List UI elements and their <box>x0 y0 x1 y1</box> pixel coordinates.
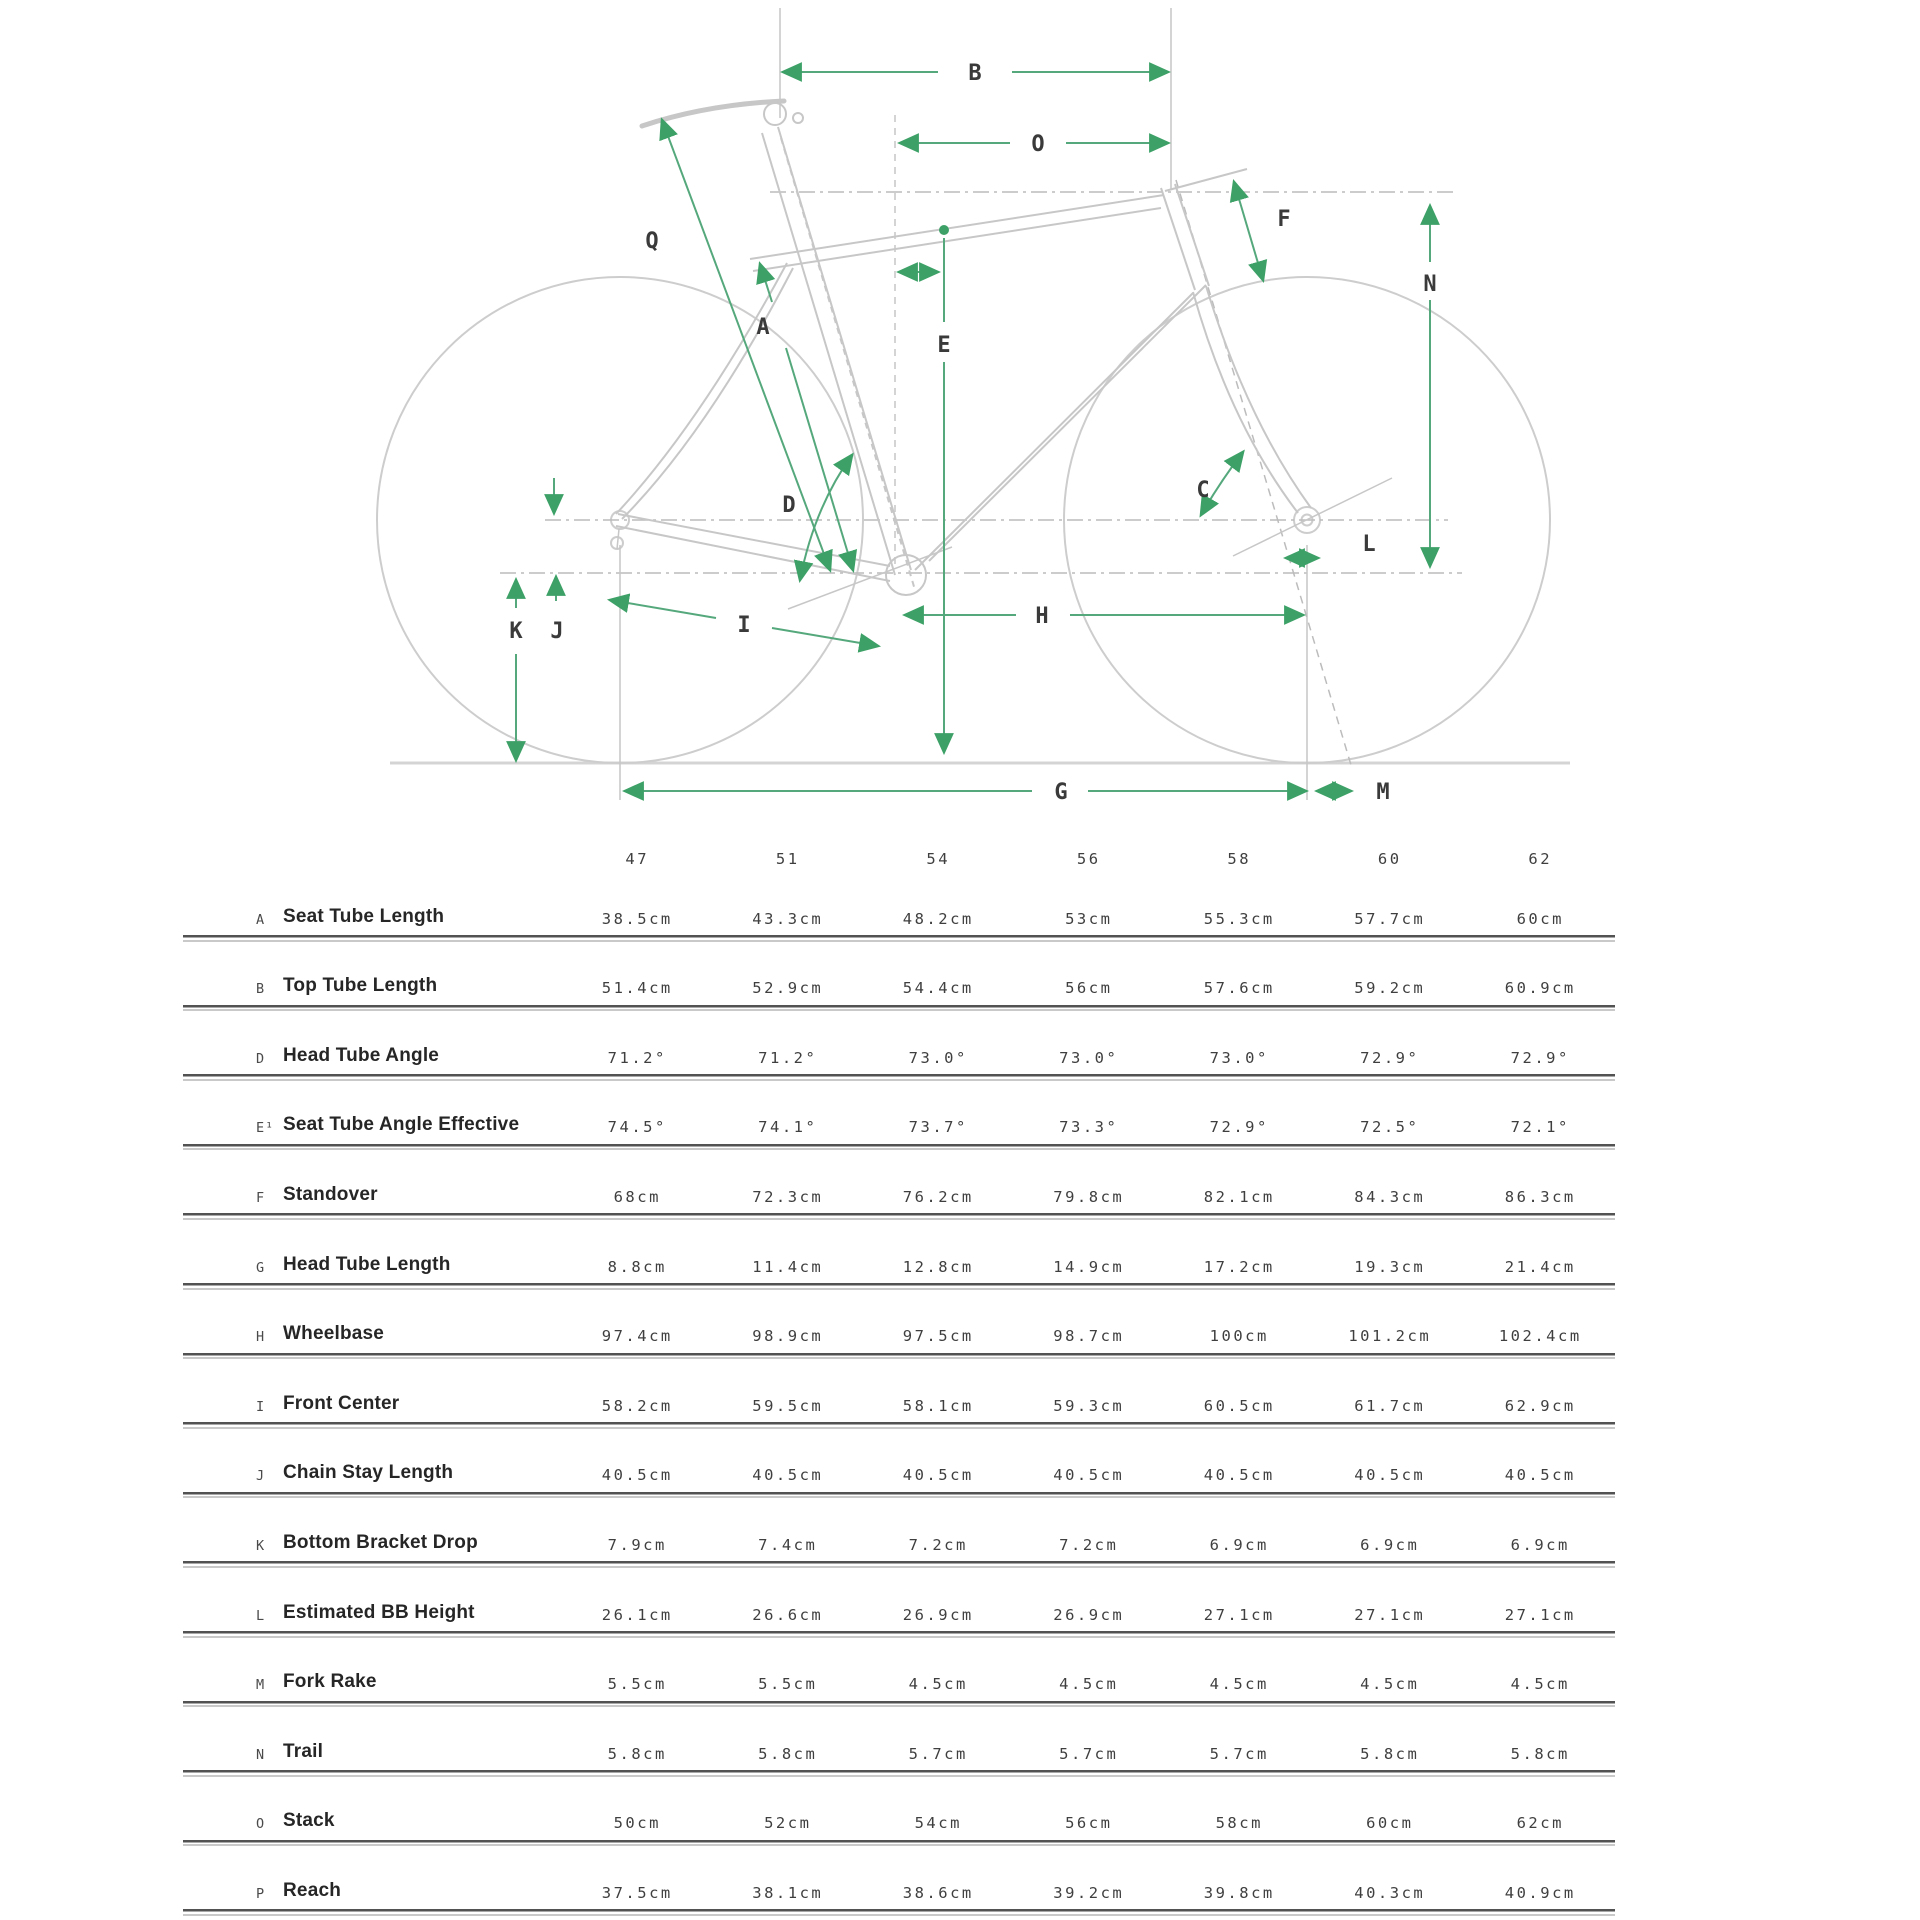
geometry-table-rows <box>183 872 1615 1916</box>
row-name: Estimated BB Height <box>283 1601 475 1623</box>
row-value: 37.5cm <box>601 1883 673 1902</box>
row-value: 8.8cm <box>607 1257 667 1276</box>
row-value: 72.9° <box>1209 1118 1269 1137</box>
dim-label-m: M <box>1376 780 1390 805</box>
size-header-row <box>183 826 1615 872</box>
row-value: 40.5cm <box>1504 1466 1576 1485</box>
row-value: 101.2cm <box>1348 1327 1432 1346</box>
row-value: 14.9cm <box>1053 1257 1125 1276</box>
row-value: 40.3cm <box>1354 1883 1426 1902</box>
row-name: Head Tube Angle <box>283 1044 440 1066</box>
row-letter: G <box>256 1259 266 1276</box>
row-value: 19.3cm <box>1354 1257 1426 1276</box>
row-value: 40.5cm <box>752 1466 824 1485</box>
size-col-header: 56 <box>1076 850 1101 868</box>
row-letter: D <box>256 1050 266 1067</box>
row-value: 6.9cm <box>1360 1535 1420 1554</box>
row-name: Top Tube Length <box>283 975 438 997</box>
row-value: 82.1cm <box>1203 1187 1275 1206</box>
row-value: 54cm <box>914 1814 962 1833</box>
row-value: 4.5cm <box>1059 1675 1119 1694</box>
row-value: 27.1cm <box>1203 1605 1275 1624</box>
size-col-header: 51 <box>775 850 800 868</box>
row-value: 51.4cm <box>601 979 673 998</box>
row-value: 60cm <box>1516 909 1564 928</box>
row-value: 59.2cm <box>1354 979 1426 998</box>
row-value: 40.5cm <box>1203 1466 1275 1485</box>
row-value: 27.1cm <box>1354 1605 1426 1624</box>
row-value: 17.2cm <box>1203 1257 1275 1276</box>
row-value: 52cm <box>764 1814 812 1833</box>
row-value: 50cm <box>613 1814 661 1833</box>
dim-label-a: A <box>756 315 770 340</box>
row-value: 71.2° <box>607 1048 667 1067</box>
head-tube <box>1161 188 1195 290</box>
row-value: 26.9cm <box>1053 1605 1125 1624</box>
row-letter: P <box>256 1885 266 1902</box>
row-value: 4.5cm <box>1510 1675 1570 1694</box>
row-value: 86.3cm <box>1504 1187 1576 1206</box>
dim-label-k: K <box>509 619 523 644</box>
head-tube-2 <box>1175 184 1209 286</box>
row-name: Wheelbase <box>283 1323 385 1345</box>
row-letter: H <box>256 1329 266 1346</box>
seat-clamp-bolt <box>793 113 803 123</box>
row-value: 72.9° <box>1360 1048 1420 1067</box>
size-col-header: 58 <box>1227 850 1252 868</box>
row-value: 5.8cm <box>1360 1744 1420 1763</box>
row-value: 4.5cm <box>908 1675 968 1694</box>
row-value: 4.5cm <box>1360 1675 1420 1694</box>
row-value: 59.5cm <box>752 1396 824 1415</box>
row-value: 73.7° <box>908 1118 968 1137</box>
dim-label-h: H <box>1035 604 1049 629</box>
table-row <box>183 1081 1615 1151</box>
row-value: 71.2° <box>758 1048 818 1067</box>
row-value: 84.3cm <box>1354 1187 1426 1206</box>
dim-label-q: Q <box>645 229 659 254</box>
table-row <box>183 1150 1615 1220</box>
row-value: 58.2cm <box>601 1396 673 1415</box>
row-letter: A <box>256 911 266 928</box>
row-value: 5.8cm <box>758 1744 818 1763</box>
row-value: 62cm <box>1516 1814 1564 1833</box>
row-value: 100cm <box>1209 1327 1269 1346</box>
row-value: 98.7cm <box>1053 1327 1125 1346</box>
row-value: 39.8cm <box>1203 1883 1275 1902</box>
row-value: 73.0° <box>1059 1048 1119 1067</box>
row-name: Head Tube Length <box>283 1253 451 1275</box>
row-value: 72.1° <box>1510 1118 1570 1137</box>
table-row <box>183 872 1615 942</box>
row-value: 73.0° <box>908 1048 968 1067</box>
dim-label-n: N <box>1423 272 1437 297</box>
bike-frame <box>616 101 1392 609</box>
table-row <box>183 1846 1615 1916</box>
row-value: 52.9cm <box>752 979 824 998</box>
row-value: 5.8cm <box>1510 1744 1570 1763</box>
row-value: 53cm <box>1065 909 1113 928</box>
table-row <box>183 1429 1615 1499</box>
row-value: 4.5cm <box>1209 1675 1269 1694</box>
row-value: 102.4cm <box>1498 1327 1582 1346</box>
row-letter: J <box>256 1468 266 1485</box>
row-value: 7.2cm <box>1059 1535 1119 1554</box>
row-value: 43.3cm <box>752 909 824 928</box>
row-value: 39.2cm <box>1053 1883 1125 1902</box>
row-value: 56cm <box>1065 1814 1113 1833</box>
dim-label-e: E <box>937 333 951 358</box>
down-tube <box>915 293 1193 570</box>
row-value: 74.1° <box>758 1118 818 1137</box>
row-value: 72.9° <box>1510 1048 1570 1067</box>
row-value: 5.7cm <box>1059 1744 1119 1763</box>
size-col-header: 62 <box>1528 850 1553 868</box>
row-value: 40.5cm <box>601 1466 673 1485</box>
row-value: 97.4cm <box>601 1327 673 1346</box>
row-value: 21.4cm <box>1504 1257 1576 1276</box>
row-letter: B <box>256 981 266 998</box>
row-name: Front Center <box>283 1392 400 1414</box>
row-value: 6.9cm <box>1510 1535 1570 1554</box>
table-row <box>183 1011 1615 1081</box>
table-row <box>183 1707 1615 1777</box>
row-value: 73.0° <box>1209 1048 1269 1067</box>
dim-label-f: F <box>1277 207 1291 232</box>
table-row <box>183 1498 1615 1568</box>
row-value: 11.4cm <box>752 1257 824 1276</box>
row-name: Reach <box>283 1879 342 1901</box>
row-name: Stack <box>283 1810 335 1832</box>
geometry-table <box>183 826 1615 1916</box>
row-name: Seat Tube Length <box>283 905 445 927</box>
dim-label-b: B <box>968 61 982 86</box>
row-value: 5.5cm <box>607 1675 667 1694</box>
row-value: 6.9cm <box>1209 1535 1269 1554</box>
fork-blade-2 <box>1206 286 1311 508</box>
table-row <box>183 1777 1615 1847</box>
row-name: Standover <box>283 1183 378 1205</box>
table-row <box>183 1359 1615 1429</box>
row-value: 26.6cm <box>752 1605 824 1624</box>
row-value: 40.5cm <box>1053 1466 1125 1485</box>
dim-label-j: J <box>550 619 564 644</box>
row-name: Bottom Bracket Drop <box>283 1531 478 1553</box>
row-letter: E¹ <box>256 1120 275 1137</box>
row-value: 60cm <box>1366 1814 1414 1833</box>
bike-geometry-diagram <box>0 0 1920 826</box>
row-value: 74.5° <box>607 1118 667 1137</box>
row-value: 54.4cm <box>902 979 974 998</box>
row-value: 40.5cm <box>902 1466 974 1485</box>
size-col-header: 60 <box>1377 850 1402 868</box>
row-name: Seat Tube Angle Effective <box>283 1114 520 1136</box>
row-value: 27.1cm <box>1504 1605 1576 1624</box>
row-value: 5.8cm <box>607 1744 667 1763</box>
row-value: 68cm <box>613 1187 661 1206</box>
row-name: Chain Stay Length <box>283 1462 454 1484</box>
row-value: 26.1cm <box>601 1605 673 1624</box>
row-value: 62.9cm <box>1504 1396 1576 1415</box>
size-col-header: 47 <box>625 850 650 868</box>
row-letter: F <box>256 1189 266 1206</box>
row-value: 48.2cm <box>902 909 974 928</box>
row-value: 26.9cm <box>902 1605 974 1624</box>
row-value: 38.6cm <box>902 1883 974 1902</box>
row-value: 38.5cm <box>601 909 673 928</box>
row-value: 79.8cm <box>1053 1187 1125 1206</box>
row-value: 73.3° <box>1059 1118 1119 1137</box>
seat-clamp <box>764 103 786 125</box>
row-value: 12.8cm <box>902 1257 974 1276</box>
row-value: 40.5cm <box>1354 1466 1426 1485</box>
row-value: 38.1cm <box>752 1883 824 1902</box>
row-name: Trail <box>283 1740 324 1762</box>
header-spacer-letter <box>183 868 278 872</box>
row-letter: O <box>256 1816 266 1833</box>
dim-label-g: G <box>1054 780 1068 805</box>
row-value: 60.9cm <box>1504 979 1576 998</box>
table-row <box>183 1290 1615 1360</box>
row-value: 72.5° <box>1360 1118 1420 1137</box>
row-letter: L <box>256 1607 266 1624</box>
row-value: 59.3cm <box>1053 1396 1125 1415</box>
table-row <box>183 1568 1615 1638</box>
row-value: 40.9cm <box>1504 1883 1576 1902</box>
top-tube-2 <box>753 208 1161 271</box>
row-letter: M <box>256 1677 266 1694</box>
derailleur-link <box>617 529 619 549</box>
row-value: 55.3cm <box>1203 909 1275 928</box>
row-value: 5.7cm <box>1209 1744 1269 1763</box>
dim-label-l: L <box>1362 532 1376 557</box>
row-value: 7.2cm <box>908 1535 968 1554</box>
row-value: 56cm <box>1065 979 1113 998</box>
row-letter: I <box>256 1398 266 1415</box>
dim-label-o: O <box>1031 132 1045 157</box>
row-letter: K <box>256 1537 266 1554</box>
dim-label-i: I <box>737 613 751 638</box>
bb-cross-line <box>788 547 952 609</box>
dimension-labels <box>509 61 1436 805</box>
seat-stay-2 <box>622 268 796 519</box>
row-value: 61.7cm <box>1354 1396 1426 1415</box>
dim-label-c: C <box>1196 478 1210 503</box>
table-row <box>183 942 1615 1012</box>
row-name: Fork Rake <box>283 1671 377 1693</box>
size-col-header: 54 <box>926 850 951 868</box>
row-value: 58cm <box>1215 1814 1263 1833</box>
row-value: 5.5cm <box>758 1675 818 1694</box>
row-value: 5.7cm <box>908 1744 968 1763</box>
table-row <box>183 1220 1615 1290</box>
row-value: 57.6cm <box>1203 979 1275 998</box>
row-letter: N <box>256 1746 266 1763</box>
row-value: 58.1cm <box>902 1396 974 1415</box>
table-row <box>183 1638 1615 1708</box>
dim-label-d: D <box>782 493 796 518</box>
header-spacer-name <box>278 868 562 872</box>
row-value: 60.5cm <box>1203 1396 1275 1415</box>
row-value: 57.7cm <box>1354 909 1426 928</box>
row-value: 72.3cm <box>752 1187 824 1206</box>
row-value: 76.2cm <box>902 1187 974 1206</box>
row-value: 97.5cm <box>902 1327 974 1346</box>
row-value: 98.9cm <box>752 1327 824 1346</box>
dimension-arrows <box>516 72 1430 791</box>
row-value: 7.9cm <box>607 1535 667 1554</box>
top-tube <box>750 195 1164 259</box>
row-value: 7.4cm <box>758 1535 818 1554</box>
